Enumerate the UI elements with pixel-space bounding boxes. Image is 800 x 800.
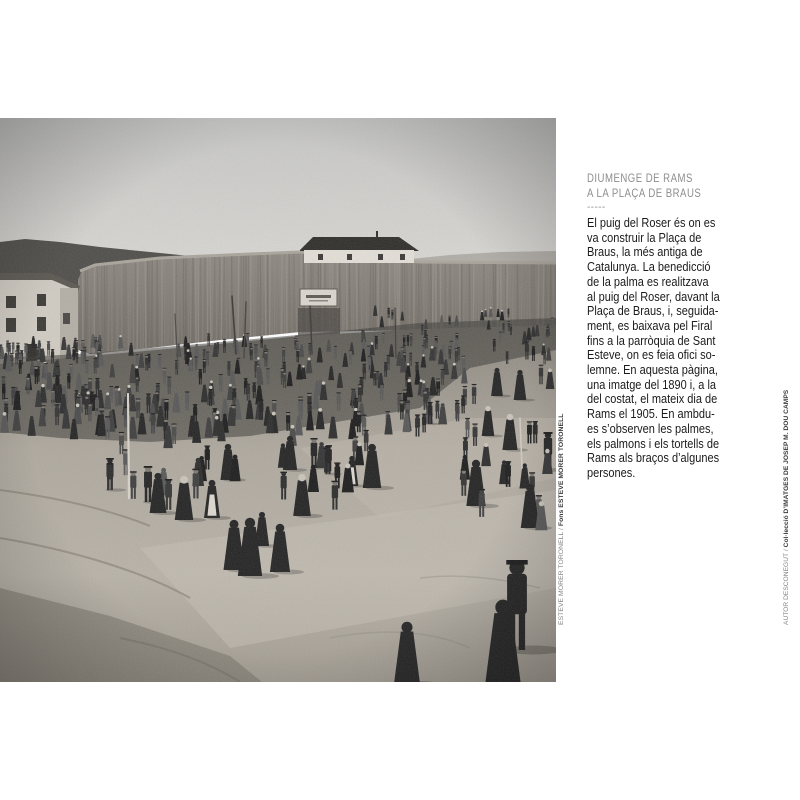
caption-line: es s’observen les palmes, (587, 421, 714, 436)
caption-line: lemne. En aquesta pàgina, (587, 363, 718, 378)
caption-title-line: DIUMENGE DE RAMS (587, 171, 693, 185)
facing-credit-collection: Col·lecció D’IMATGES DE JOSEP M. DOU CAMPS (783, 389, 790, 548)
photo-vignette (0, 118, 556, 682)
caption-line: els palmons i els tortells de (587, 436, 720, 451)
caption-line: Plaça de Braus, i, seguida- (587, 304, 719, 319)
caption-line: Braus, la més antiga de (587, 245, 703, 260)
caption-line: Rams el 1905. En ambdu- (587, 407, 715, 422)
facing-page-credit (782, 390, 791, 625)
caption-line: al puig del Roser, davant la (587, 289, 720, 304)
caption-line: fins a la parròquia de Sant (587, 333, 716, 348)
photo-credit (557, 414, 566, 625)
caption-title-line: A LA PLAÇA DE BRAUS (587, 186, 702, 200)
caption-line: de la palma es realitzava (587, 274, 709, 289)
photo-credit-author: ESTEVE MORER TORONELL / (558, 526, 565, 625)
caption-line: Esteve, on es feia ofici so- (587, 348, 716, 363)
caption-title (587, 171, 701, 201)
caption-line: va construir la Plaça de (587, 230, 702, 245)
caption-body (587, 216, 720, 481)
caption-line: ment, es baixava pel Firal (587, 318, 713, 333)
caption-line: del costat, el mateix dia de (587, 392, 718, 407)
caption-line: El puig del Roser és on es (587, 216, 716, 230)
archive-photo (0, 118, 556, 682)
caption-line: Catalunya. La benedicció (587, 260, 711, 275)
caption-line: persones. (587, 465, 636, 480)
caption-line: Rams als braços d’algunes (587, 451, 720, 466)
caption-line: una imatge del 1890 i, a la (587, 377, 717, 392)
facing-credit-author: AUTOR DESCONEGUT / (783, 547, 790, 625)
photo-credit-collection: Fons ESTEVE MORER TORONELL (558, 413, 565, 527)
caption-separator: ----- (587, 202, 606, 213)
